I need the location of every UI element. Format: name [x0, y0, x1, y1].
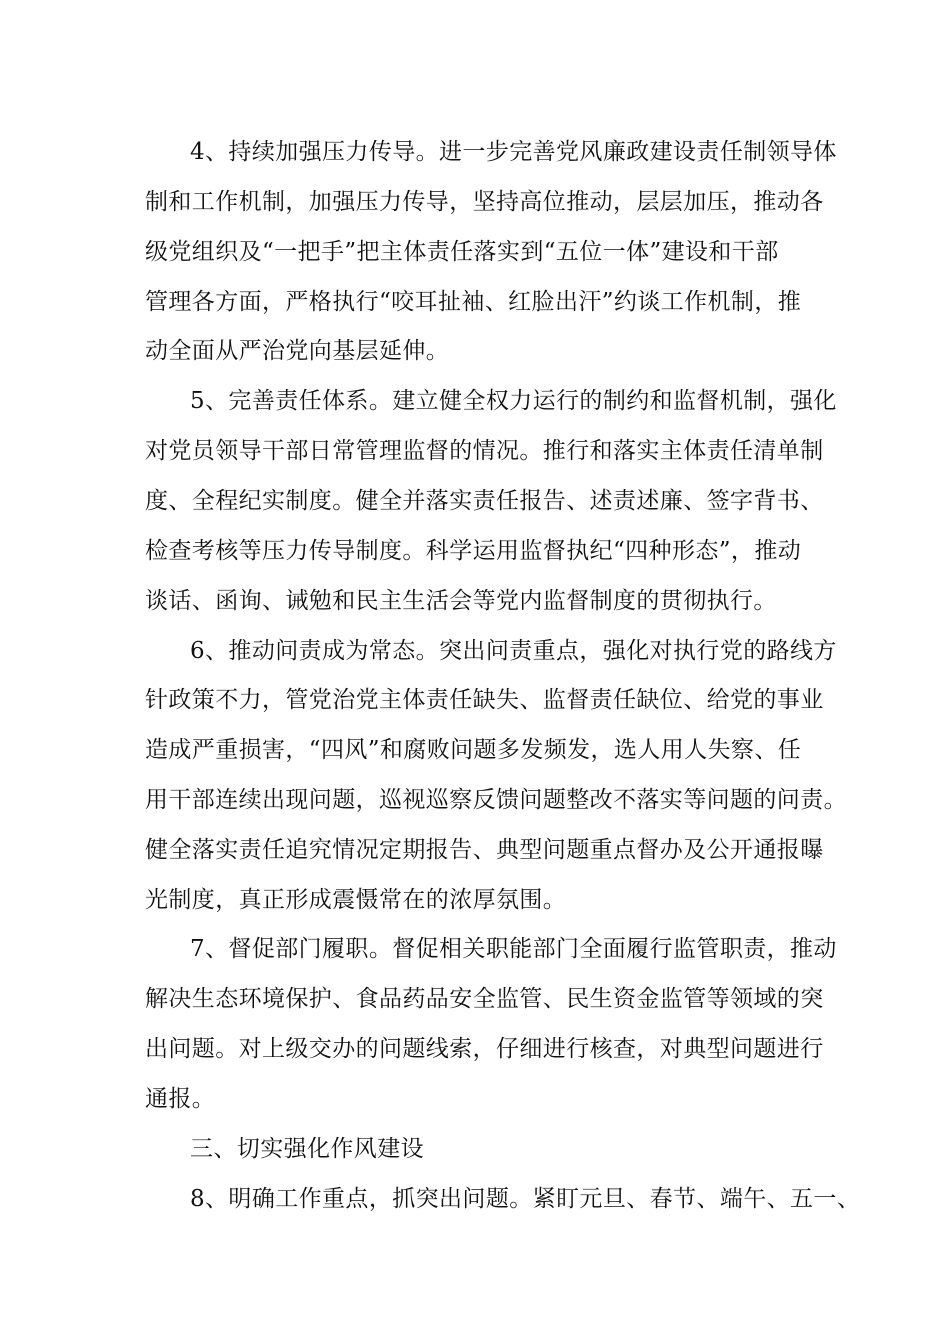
- paragraph-4-line-1: 4、持续加强压力传导。进一步完善党风廉政建设责任制领导体: [190, 139, 837, 165]
- paragraph-7-line-4: 通报。: [145, 1086, 216, 1112]
- paragraph-6-line-5: 健全落实责任追究情况定期报告、典型问题重点督办及公开通报曝: [145, 837, 824, 863]
- paragraph-5-line-5: 谈话、函询、诫勉和民主生活会等党内监督制度的贯彻执行。: [145, 588, 777, 614]
- paragraph-5-line-4: 检查考核等压力传导制度。科学运用监督执纪“四种形态”，推动: [145, 538, 802, 564]
- paragraph-5-line-3: 度、全程纪实制度。健全并落实责任报告、述责述廉、签字背书、: [145, 488, 824, 514]
- paragraph-4-line-5: 动全面从严治党向基层延伸。: [145, 338, 450, 364]
- paragraph-7-line-2: 解决生态环境保护、食品药品安全监管、民生资金监管等领域的突: [145, 986, 824, 1012]
- paragraph-4-line-4: 管理各方面，严格执行“咬耳扯袖、红脸出汗”约谈工作机制，推: [145, 289, 802, 315]
- paragraph-8-line-1: 8、明确工作重点，抓突出问题。紧盯元旦、春节、端午、五一、: [190, 1186, 861, 1212]
- paragraph-7-line-1: 7、督促部门履职。督促相关职能部门全面履行监管职责，推动: [190, 936, 837, 962]
- section-heading: 三、切实强化作风建设: [190, 1136, 424, 1162]
- paragraph-4-line-2: 制和工作机制，加强压力传导，坚持高位推动，层层加压，推动各: [145, 189, 824, 215]
- paragraph-6-line-2: 针政策不力，管党治党主体责任缺失、监督责任缺位、给党的事业: [145, 687, 824, 713]
- paragraph-6-line-6: 光制度，真正形成震慑常在的浓厚氛围。: [145, 887, 567, 913]
- paragraph-5-line-1: 5、完善责任体系。建立健全权力运行的制约和监督机制，强化: [190, 388, 837, 414]
- paragraph-6-line-1: 6、推动问责成为常态。突出问责重点，强化对执行党的路线方: [190, 638, 837, 664]
- paragraph-5-line-2: 对党员领导干部日常管理监督的情况。推行和落实主体责任清单制: [145, 438, 824, 464]
- paragraph-4-line-3: 级党组织及“一把手”把主体责任落实到“五位一体”建设和干部: [145, 239, 779, 265]
- paragraph-7-line-3: 出问题。对上级交办的问题线索，仔细进行核查，对典型问题进行: [145, 1036, 824, 1062]
- paragraph-6-line-3: 造成严重损害，“四风”和腐败问题多发频发，选人用人失察、任: [145, 737, 802, 763]
- paragraph-6-line-4: 用干部连续出现问题，巡视巡察反馈问题整改不落实等问题的问责。: [145, 787, 847, 813]
